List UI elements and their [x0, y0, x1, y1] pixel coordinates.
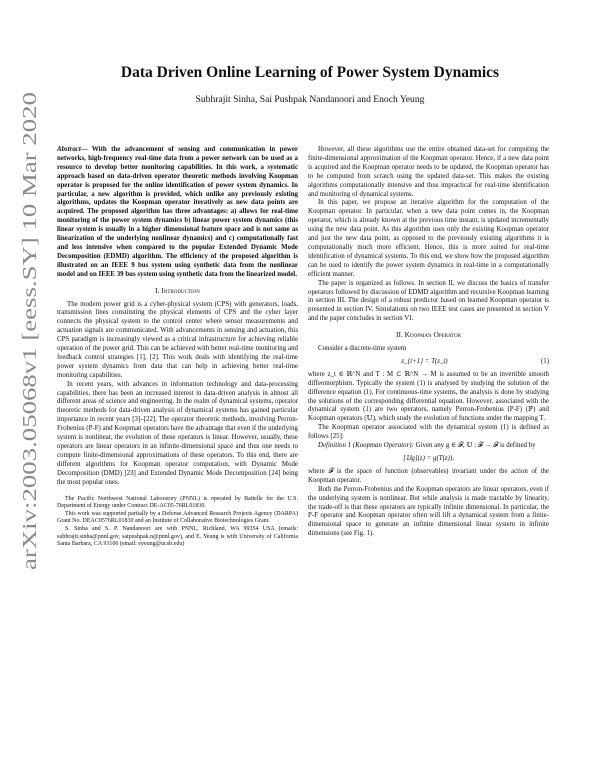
koopman-paragraph-2: where z_t ∈ ℝ^N and T : M ⊂ ℝ^N → M is assumed to be an invertible smooth diffeomorphism. Typically the system (1) is analysed by studying the solution of the difference equation (1). For continuous-time systems, the analysis is done by studying the solutions of the corresponding differential equation. However, associated with the dynamical system (1) are two operators, namely Perron-Frobenius (P-F) (ℙ) and Koopman operators (𝕌), which study the evolution of functions under the mapping T.	[308, 370, 549, 423]
right-paragraph-3: The paper is organized as follows. In section II, we discuss the basics of transfer operators followed by discussion of EDMD algorithm and recursive Koopman learning in section III. The design of a robust predictor based on learned Koopman operator is presented in section IV. Simulations on two IEEE test cases are presented in section V and the paper concludes in section VI.	[308, 279, 549, 323]
section-heading-introduction: I. Introduction	[155, 285, 200, 295]
paper-title: Data Driven Online Learning of Power System Dynamics	[120, 64, 500, 81]
right-paragraph-2: In this paper, we propose an iterative algorithm for the computation of the Koopman operator. In particular, when a new data point comes in, the Koopman operator, which is already known at the previous time instant, is updated incrementally using the new data point. As this algorithm uses only the existing Koopman operator and just the new data point, as opposed to the previously existing algorithms it is computationally much more efficient. Hence, this is more suited for real-time identification of dynamical systems. To this end, we show how the proposed algorithm can be used to identify the power system dynamics in real-time in a computationally efficient manner.	[308, 199, 549, 278]
section-heading-koopman: II. Koopman Operator	[396, 330, 461, 340]
koopman-paragraph-1: Consider a discrete-time system	[318, 345, 407, 353]
arxiv-stamp-text: arXiv:2003.05068v1 [eess.SY] 10 Mar 2020	[20, 222, 41, 570]
equation-2-body: [𝕌g](z) = g(T(z)),	[403, 455, 454, 462]
equation-1-number: (1)	[540, 357, 549, 365]
abstract-label: Abstract—	[57, 146, 88, 153]
arxiv-stamp	[8, 90, 48, 570]
footnote-3: S. Sinha and S. P. Nandanoori are with PNNL, Richland, WA 99354 USA (emails: subhrajit.sinha@pnnl.gov, saipushpak.n@pnnl.gov), and E. Yeung is with University of California Santa Barbara, CA 93106 (email: eyeung@ucsb.edu)	[57, 525, 298, 548]
footnote-1: The Pacific Northwest National Laboratory (PNNL) is operated by Battelle for the U.S. Department of Energy under Contract DE-AC05-76RL01830.	[57, 495, 298, 510]
equation-1-body: z_{t+1} = T(z_t)	[401, 357, 448, 365]
right-column	[308, 146, 549, 539]
definition-1-label: Definition 1 (Koopman Operator):	[318, 442, 414, 450]
intro-paragraph-2: In recent years, with advances in information technology and data-processing capabilities, there has been an increased interest in data-driven analysis in almost all different areas of science and engineering. In the realm of dynamical systems, operator theoretic methods for data-driven analysis of dynamical systems has gained particular importance in recent years [3]–[22]. The operator theoretic methods, involving Perron-Frobenius (P-F) and Koopman operators have the advantage that even if the underlying system is nonlinear, the evolution of these operators is linear. However, usually, these operators are linear operators in an infinite-dimensional space and thus one needs to compute finite-dimensional approximations of these operators. To this end, there are different algorithms for Koopman operator computation, with Dynamic Mode Decomposition (DMD) [23] and Extended Dynamic Mode Decomposition [24] being the most popular ones.	[57, 380, 298, 486]
definition-1-text: Given any g ∈ 𝓕, 𝕌 : 𝓕 → 𝓕 is defined by	[413, 442, 536, 450]
abstract-text: With the advancement of sensing and communication in power networks, high-frequency real-time data from a power network can be used as a resource to develop better monitoring capabilities. In this work, a systematic approach based on data-driven operator theoretic methods involving Koopman operator is proposed for the online identification of power system dynamics. In particular, a new algorithm is provided, which unlike any previously existing algorithms, updates the Koopman operator iteratively as new data points are acquired. The proposed algorithm has three advantages: a) allows for real-time monitoring of the power system dynamics b) linear power system dynamics (this linear system is usually in a higher dimensional feature space and is not same as linearization of the underlying nonlinear dynamics) and c) computationally fast and less intensive when compared to the popular Extended Dynamic Mode Decomposition (EDMD) algorithm. The efficiency of the proposed algorithm is illustrated on an IEEE 9 bus system using synthetic data from the nonlinear model and on IEEE 39 bus system using synthetic data from the linearized model.	[57, 146, 298, 278]
footnotes	[57, 496, 298, 549]
equation-2	[308, 455, 549, 464]
right-paragraph-1: However, all these algorithms use the entire obtained data-set for computing the finite-dimensional approximation of the Koopman operator. Hence, if a new data point is acquired and the Koopman operator needs to be updated, the Koopman operator has to be computed from scratch using the updated data-set. This makes the existing algorithms computationally intensive and thus impractical for real-time identification and monitoring of dynamical systems.	[308, 146, 549, 198]
paper-authors: Subhrajit Sinha, Sai Pushpak Nandanoori and Enoch Yeung	[195, 94, 425, 105]
definition-1	[308, 442, 549, 451]
equation-1	[308, 358, 549, 367]
koopman-paragraph-4: where 𝓕 is the space of function (observables) invariant under the action of the Koopman operator.	[308, 467, 549, 484]
koopman-paragraph-3: The Koopman operator associated with the dynamical system (1) is defined as follows [25]:	[308, 424, 549, 441]
left-column	[57, 146, 298, 549]
koopman-paragraph-5: Both the Perron-Frobenius and the Koopman operators are linear operators, even if the underlying system is nonlinear. But while analysis is made tractable by linearity, the trade-off is that these operators are typically infinite dimensional. In particular, the P-F operator and Koopman operator often will lift a dynamical system from a finite-dimensional space to generate an infinite dimensional linear system in infinite dimensions (see Fig. 1).	[308, 485, 549, 538]
footnote-2: This work was supported partially by a Defense Advanced Research Projects Agency (DARPA) Grant No. DEAC0576RL01830 and an Institute of Collaborative Biotechnologies Grant.	[57, 510, 298, 525]
abstract	[57, 146, 298, 280]
intro-paragraph-1: The modern power grid is a cyber-physical system (CPS) with generators, loads, transmission lines constituting the physical elements of CPS and the cyber layer connects the physical system to the control center where sensor measurements and actuation signals are communicated. With advancements in sensing and actuation, this CPS paradigm is increasingly viewed as a critical infrastructure for achieving reliable operation of the power grid. This can be achieved with better real-time monitoring and feedback control strategies [1], [2]. This work deals with identifying the real-time power system dynamics from data that can help in achieving better real-time monitoring capabilities.	[57, 300, 298, 379]
